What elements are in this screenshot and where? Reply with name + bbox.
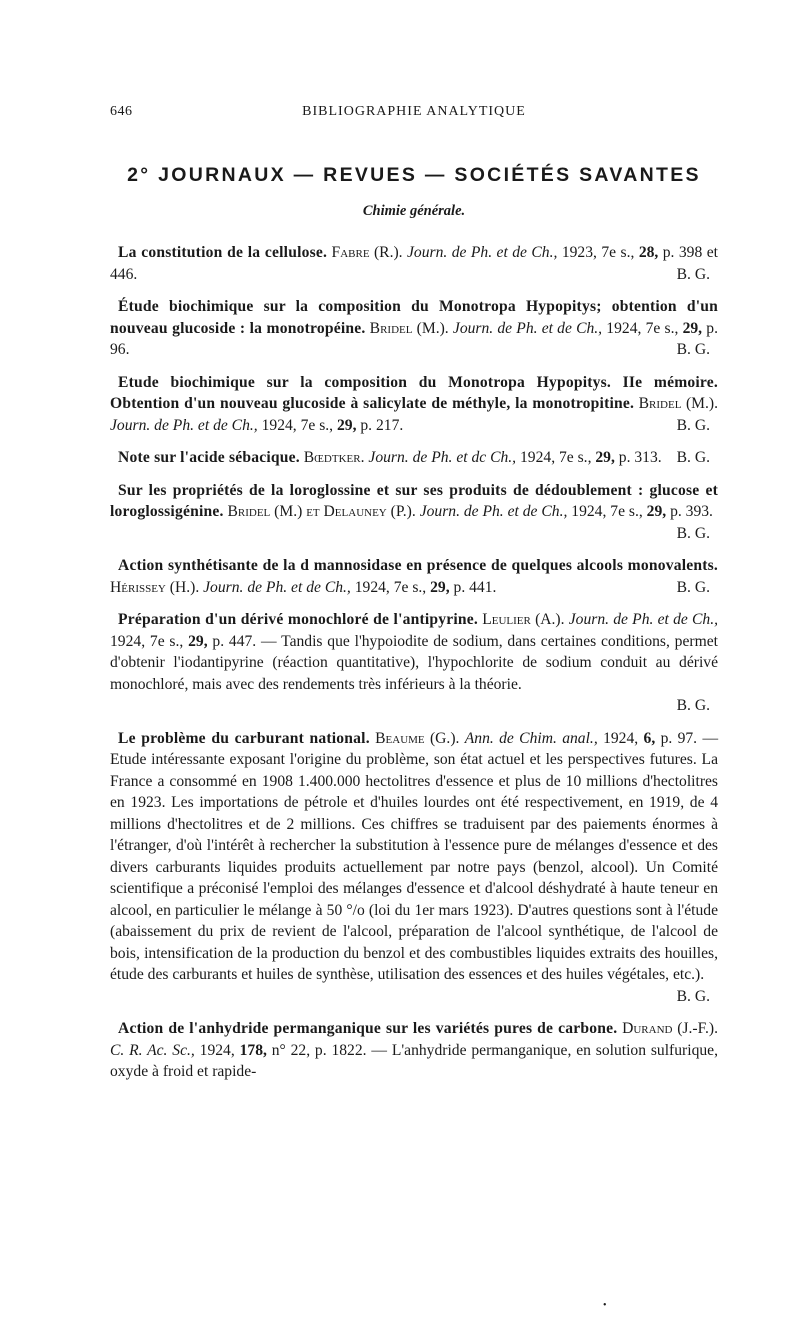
bibliography-entry xyxy=(110,372,718,437)
entry-pages: p. 441. xyxy=(453,578,497,596)
entry-journal: Journ. de Ph. et de Ch., xyxy=(568,611,718,628)
entry-authors: Bridel (M.). xyxy=(638,395,718,412)
bibliography-entry xyxy=(110,609,718,717)
entry-title: Etude biochimique sur la composition du Monotropa Hypopitys. IIe mémoire. Obtention d'un nouveau glucoside à salicylate de méthyle, la monotropitine. xyxy=(110,373,718,412)
entry-authors: Durand (J.-F.). xyxy=(622,1020,718,1037)
document-page xyxy=(110,104,718,1094)
entry-abstract: — Tandis que l'hypoiodite de sodium, dans certaines conditions, permet d'obtenir l'iodantipyrine (réaction quantitative), l'hypochlorite de sodium conduit au dérivé monochloré, mais avec des rendements très inférieurs à la théorie. xyxy=(110,632,718,693)
running-header: BIBLIOGRAPHIE ANALYTIQUE xyxy=(302,104,526,119)
bibliography-entry xyxy=(110,447,718,469)
entry-journal: Journ. de Ph. et de Ch., xyxy=(110,416,258,434)
entry-year: 1924, 7e s., xyxy=(354,578,427,596)
entry-volume: 29, xyxy=(646,503,667,520)
subsection-heading: Chimie générale. xyxy=(362,203,466,219)
bibliography-list xyxy=(110,242,718,1083)
entry-title: Préparation d'un dérivé monochloré de l'antipyrine. xyxy=(118,611,479,628)
entry-journal: C. R. Ac. Sc., xyxy=(110,1041,195,1059)
entry-year: 1924, xyxy=(199,1041,235,1059)
page-number: 646 xyxy=(110,104,133,119)
entry-abstract: — L'anhydride permanganique, en solution sulfurique, oxyde à froid et rapide- xyxy=(110,1041,718,1080)
entry-signature: B. G. xyxy=(676,416,710,434)
entry-authors: Bridel (M.). xyxy=(369,319,449,337)
bibliography-entry xyxy=(110,296,718,361)
entry-pages: p. 313. xyxy=(618,449,662,466)
entry-signature: B. G. xyxy=(676,578,710,596)
footer-mark: • xyxy=(603,1300,607,1311)
entry-title: Action de l'anhydride permanganique sur les variétés pures de carbone. xyxy=(118,1020,618,1037)
entry-abstract: — Etude intéressante exposant l'origine du problème, son état actuel et les perspectives futures. La France a consommé en 1908 1.400.000 hectolitres d'essence et plus de 10 millions d'hectolitres en 1923. Les importations de pétrole et d'huiles lourdes ont été respectivement, en 1919, de 4 millions d'hectolitres et de 2 millions. Ces chiffres se traduisent par des paiements énormes à l'étranger, d'où l'intérêt à rechercher la substitution à l'essence pure de mélanges d'essence et des divers carburants liquides produits actuellement par notre pays (benzol, alcool). Un Comité scientifique a préconisé l'emploi des mélanges d'essence et d'alcool déshydraté à haute teneur en alcool, en particulier le mélange à 50 °/o (loi du 1er mars 1923). D'autres questions sont à l'étude (abaissement du prix de revient de l'alcool, préparation de l'alcool synthétique, de l'alcool de bois, intensification de la production du benzol et des combustibles liquides extraits des houilles, étude des carburants et huiles de synthèse, utilisation des essences et des huiles végétales, etc.). xyxy=(110,729,719,983)
entry-authors: Leulier (A.). xyxy=(482,611,565,628)
entry-title: Note sur l'acide sébacique. xyxy=(118,449,300,466)
entry-pages: p. 398 et 446. xyxy=(110,244,718,283)
entry-pages: n° 22, p. 1822. xyxy=(271,1041,367,1059)
entry-signature: B. G. xyxy=(676,987,710,1005)
entry-signature: B. G. xyxy=(676,449,710,466)
entry-year: 1924, 7e s., xyxy=(261,416,334,434)
entry-journal: Journ. de Ph. et dc Ch., xyxy=(368,449,517,466)
section-heading: 2° JOURNAUX — REVUES — SOCIÉTÉS SAVANTES xyxy=(127,164,701,186)
entry-volume: 29, xyxy=(595,449,615,466)
entry-signature: B. G. xyxy=(676,524,710,542)
entry-year: 1924, 7e s., xyxy=(606,319,679,337)
running-head xyxy=(110,104,718,128)
entry-volume: 178, xyxy=(239,1041,267,1059)
entry-pages: p. 97. xyxy=(660,729,698,747)
entry-volume: 29, xyxy=(682,319,703,337)
entry-volume: 28, xyxy=(638,244,659,261)
entry-title: Étude biochimique sur la composition du Monotropa Hypopitys; obtention d'un nouveau glucoside : la monotropéine. xyxy=(110,298,718,337)
entry-volume: 29, xyxy=(430,578,450,596)
entry-journal: Journ. de Ph. et de Ch., xyxy=(203,578,351,596)
bibliography-entry xyxy=(110,1018,718,1083)
entry-year: 1924, 7e s., xyxy=(110,632,184,650)
entry-authors: Fabre (R.). xyxy=(331,244,403,261)
entry-authors: Beaume (G.). xyxy=(375,729,460,747)
entry-authors: Bœdtker. xyxy=(303,449,365,466)
entry-volume: 29, xyxy=(336,416,357,434)
bibliography-entry xyxy=(110,480,718,545)
bibliography-entry xyxy=(110,728,718,1008)
bibliography-entry xyxy=(110,242,718,285)
entry-title: Sur les propriétés de la loroglossine et sur ses produits de dédoublement : glucose et loroglossigénine. xyxy=(110,481,718,520)
entry-journal: Journ. de Ph. et de Ch., xyxy=(419,503,568,520)
entry-journal: Journ. de Ph. et de Ch., xyxy=(452,319,603,337)
entry-signature: B. G. xyxy=(676,697,710,714)
bibliography-entry xyxy=(110,555,718,598)
entry-signature: B. G. xyxy=(676,265,710,283)
entry-pages: p. 393. xyxy=(670,503,713,520)
entry-signature: B. G. xyxy=(676,341,710,358)
entry-volume: 6, xyxy=(643,729,656,747)
entry-year: 1923, 7e s., xyxy=(561,244,635,261)
entry-authors: Bridel (M.) et Delauney (P.). xyxy=(227,503,416,520)
entry-year: 1924, xyxy=(603,729,639,747)
entry-authors: Hérissey (H.). xyxy=(110,578,200,596)
entry-pages: p. 217. xyxy=(360,416,404,434)
entry-journal: Ann. de Chim. anal., xyxy=(464,729,598,747)
entry-year: 1924, 7e s., xyxy=(571,503,643,520)
entry-title: Le problème du carburant national. xyxy=(118,729,370,747)
entry-year: 1924, 7e s., xyxy=(520,449,592,466)
entry-title: La constitution de la cellulose. xyxy=(118,244,328,261)
entry-pages: p. 96. xyxy=(110,319,718,358)
entry-journal: Journ. de Ph. et de Ch., xyxy=(407,244,558,261)
entry-volume: 29, xyxy=(188,632,208,650)
entry-pages: p. 447. xyxy=(212,632,257,650)
entry-title: Action synthétisante de la d mannosidase en présence de quelques alcools monovalents. xyxy=(118,557,718,574)
